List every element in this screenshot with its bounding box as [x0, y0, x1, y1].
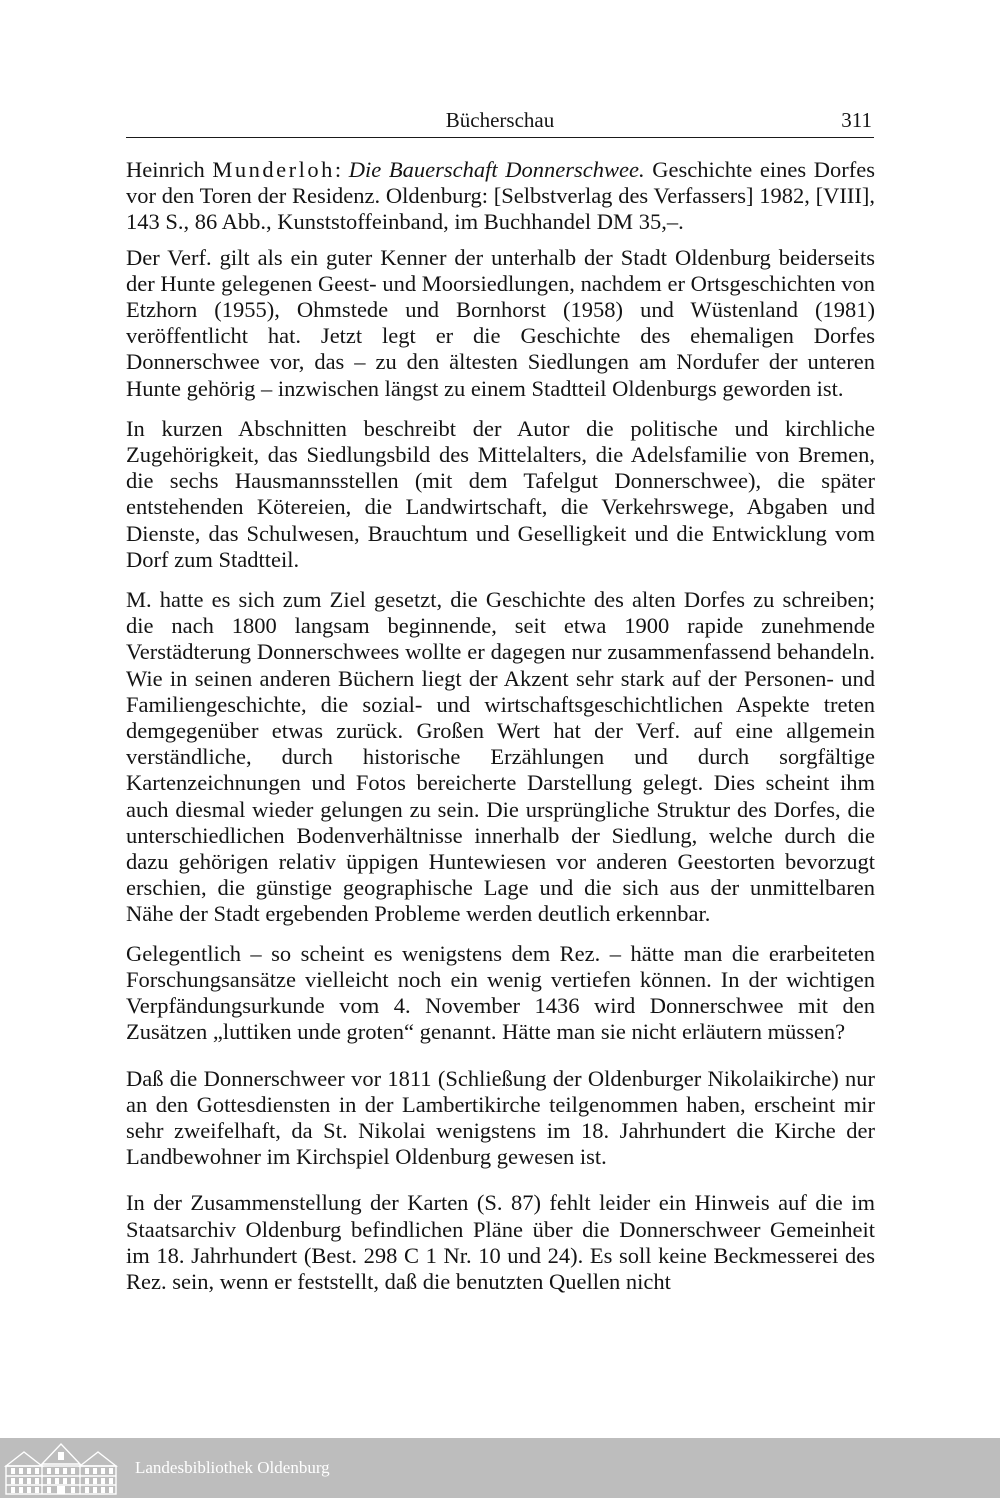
- library-footer: [0, 1438, 1000, 1498]
- running-title: Bücherschau: [445, 108, 555, 132]
- author-last-name: Munderloh: [212, 157, 335, 182]
- citation-paragraph: [126, 157, 875, 236]
- library-building-icon: [2, 1440, 120, 1496]
- page-number: 311: [841, 108, 872, 132]
- running-header: [126, 104, 874, 136]
- review-body: [126, 157, 875, 1295]
- paragraph: M. hatte es sich zum Ziel gesetzt, die Geschichte des alten Dorfes zu schreiben; die nach 1800 langsam beginnende, seit etwa 1900 rapide zunehmende Verstädterung Donnerschwees wollte er dagegen nur zusammenfassend behandeln. Wie in seinen anderen Büchern liegt der Akzent sehr stark auf der Personen- und Familiengeschichte, die sozial- und wirtschaftsgeschichtlichen Aspekte treten demgegenüber etwas zurück. Großen Wert hat der Verf. auf eine allgemein verständliche, durch historische Erzählungen und durch sorgfältige Kartenzeichnungen und Fotos bereicherte Darstellung gelegt. Dies scheint ihm auch diesmal wieder gelungen zu sein. Die ursprüngliche Struktur des Dorfes, die unterschiedlichen Bodenverhältnisse innerhalb der Siedlung, welche durch die dazu gehörigen relativ üppigen Huntewiesen vor anderen Geestorten bevorzugt erschien, die günstige geographische Lage und die sich aus der unmittelbaren Nähe der Stadt ergebenden Probleme werden deutlich erkennbar.: [126, 587, 875, 927]
- paragraph: Daß die Donnerschweer vor 1811 (Schließung der Oldenburger Nikolaikirche) nur an den Gottesdiensten in der Lambertikirche teilgenommen haben, erscheint mir sehr zweifelhaft, da St. Nikolai wenigstens im 18. Jahrhundert die Kirche der Landbewohner im Kirchspiel Oldenburg gewesen ist.: [126, 1065, 875, 1170]
- paragraph: Gelegentlich – so scheint es wenigstens dem Rez. – hätte man die erarbeiteten Forschungsansätze vielleicht noch ein wenig vertiefen können. In der wichtigen Verpfändungsurkunde vom 4. November 1436 wird Donnerschwee mit den Zusätzen „luttiken unde groten“ genannt. Hätte man sie nicht erläutern müssen?: [126, 940, 875, 1045]
- author-first-name: Heinrich: [126, 157, 213, 182]
- library-name: Landesbibliothek Oldenburg: [135, 1458, 330, 1477]
- paragraph: In der Zusammenstellung der Karten (S. 87) fehlt leider ein Hinweis auf die im Staatsarchiv Oldenburg befindlichen Pläne über die Donnerschweer Gemeinheit im 18. Jahrhundert (Best. 298 C 1 Nr. 10 und 24). Es soll keine Beckmesserei des Rez. sein, wenn er feststellt, daß die benutzten Quellen nicht: [126, 1190, 875, 1294]
- paragraph: Der Verf. gilt als ein guter Kenner der unterhalb der Stadt Oldenburg beiderseits der Hunte gelegenen Geest- und Moorsiedlungen, nachdem er Ortsgeschichten von Etzhorn (1955), Ohmstede und Bornhorst (1958) und Wüstenland (1981) veröffentlicht hat. Jetzt legt er die Geschichte des ehemaligen Dorfes Donnerschwee vor, das – zu den ältesten Siedlungen am Nordufer der unteren Hunte gehörig – inzwischen längst zu einem Stadtteil Oldenburgs geworden ist.: [126, 244, 875, 401]
- header-rule: [126, 137, 874, 138]
- book-title: Die Bauerschaft Donnerschwee.: [348, 157, 645, 182]
- citation-details: Geschichte eines Dorfes vor den Toren der Residenz. Oldenburg: [Selbstverlag des Verfassers] 1982, [VIII], 143 S., 86 Abb., Kunststoffeinband, im Buchhandel DM 35,–.: [126, 157, 875, 235]
- author-colon: :: [334, 157, 349, 182]
- paragraph: In kurzen Abschnitten beschreibt der Autor die politische und kirchliche Zugehörigkeit, das Siedlungsbild des Mittelalters, die Adelsfamilie von Bremen, die sechs Hausmannsstellen (mit dem Tafelgut Donnerschwee), die später entstehenden Kötereien, die Landwirtschaft, die Verkehrswege, Abgaben und Dienste, das Schulwesen, Brauchtum und Geselligkeit und die Entwicklung vom Dorf zum Stadtteil.: [126, 415, 875, 572]
